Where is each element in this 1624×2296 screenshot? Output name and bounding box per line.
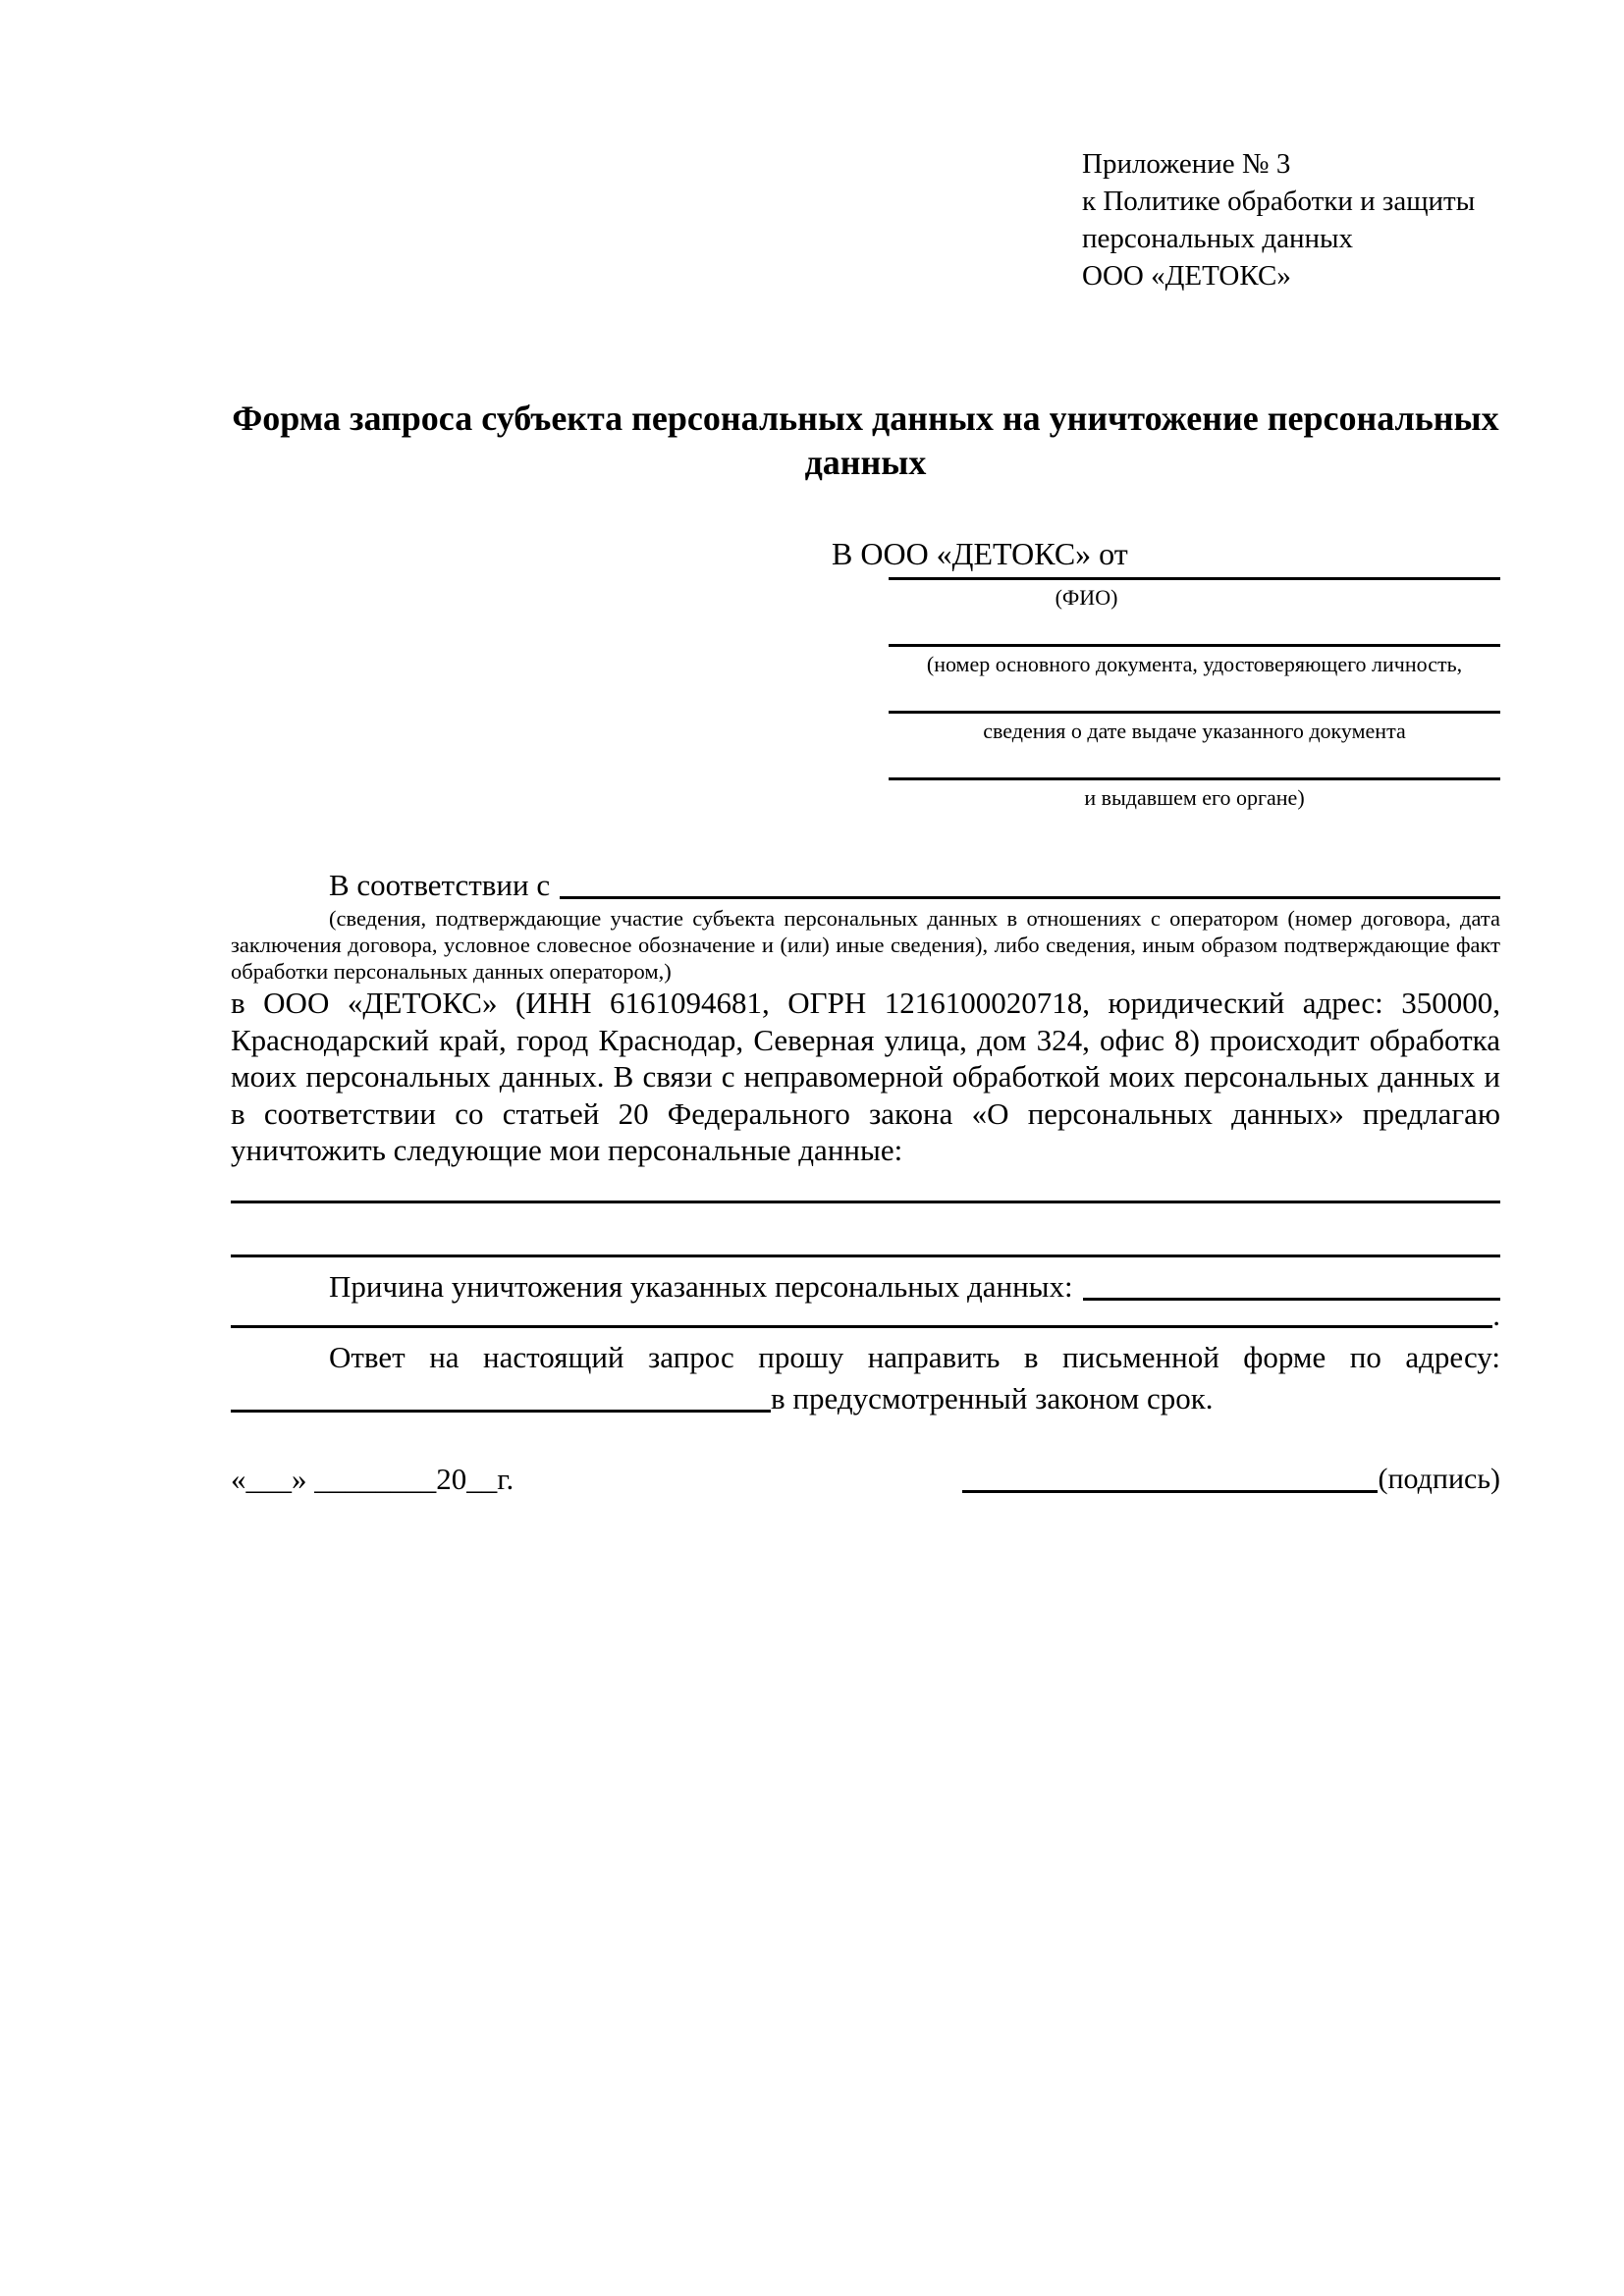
reason-input-line-2[interactable]: [231, 1325, 1492, 1328]
policy-reference-line: к Политике обработки и защиты: [1082, 186, 1476, 217]
addressee-line: В ООО «ДЕТОКС» от: [832, 536, 1128, 571]
signature-group: [962, 1460, 1500, 1499]
field-issue-date: [231, 711, 1500, 744]
addressee-fields: [231, 577, 1500, 811]
address-input-line[interactable]: [231, 1410, 771, 1413]
signature-input-line[interactable]: [962, 1490, 1378, 1493]
field-document-number: [231, 644, 1500, 677]
fio-input-line[interactable]: [889, 577, 1500, 580]
field-issuing-authority: [231, 777, 1500, 811]
issue-date-caption: сведения о дате выдаче указанного документа: [983, 719, 1406, 743]
personal-data-input-line-2[interactable]: [231, 1255, 1500, 1257]
policy-reference-line2: персональных данных: [1082, 223, 1354, 254]
issuing-authority-input-line[interactable]: [889, 777, 1500, 780]
issue-date-input-line[interactable]: [889, 711, 1500, 714]
date-blank[interactable]: «___» ________20__г.: [231, 1461, 514, 1496]
page-title: Форма запроса субъекта персональных данных на уничтожение персональных данных: [232, 399, 1499, 482]
signature-caption: (подпись): [1378, 1462, 1500, 1495]
appendix-header: [1082, 145, 1500, 294]
main-paragraph: в ООО «ДЕТОКС» (ИНН 6161094681, ОГРН 1216100020718, юридический адрес: 350000, Краснодарский край, город Краснодар, Северная улица, дом 324, офис 8) происходит обработка моих персональных данных. В связи с неправомерной обработкой моих персональных данных и в соответствии со статьей 20 Федерального закона «О персональных данных» предлагаю уничтожить следующие мои персональные данные:: [231, 986, 1500, 1167]
issuing-authority-caption: и выдавшем его органе): [1084, 785, 1305, 810]
company-name-line: ООО «ДЕТОКС»: [1082, 260, 1291, 292]
personal-data-input-line-1[interactable]: [231, 1201, 1500, 1203]
date-signature-row: [231, 1460, 1500, 1499]
appendix-number-line: Приложение № 3: [1082, 148, 1291, 180]
sentence-period: .: [1492, 1297, 1500, 1332]
response-address-row: [231, 1379, 1500, 1418]
response-sentence-tail: в предусмотренный законом срок.: [771, 1380, 1214, 1415]
document-number-input-line[interactable]: [889, 644, 1500, 647]
reason-input-line[interactable]: [1083, 1298, 1500, 1301]
fio-caption: (ФИО): [1055, 585, 1118, 610]
reason-label: Причина уничтожения указанных персональных данных:: [329, 1268, 1073, 1304]
accordance-footnote: (сведения, подтверждающие участие субъекта персональных данных в отношениях с оператором (номер договора, дата заключения договора, условное словесное обозначение и (или) иные сведения), либо сведения, иным образом подтверждающие факт обработки персональных данных оператором,): [231, 906, 1500, 984]
accordance-label: В соответствии с: [329, 868, 551, 902]
field-fio: [231, 577, 1500, 611]
document-number-caption: (номер основного документа, удостоверяющего личность,: [926, 652, 1463, 676]
accordance-input-line[interactable]: [560, 896, 1500, 899]
response-sentence: Ответ на настоящий запрос прошу направить в письменной форме по адресу:: [329, 1339, 1500, 1374]
accordance-row: [231, 866, 1500, 905]
